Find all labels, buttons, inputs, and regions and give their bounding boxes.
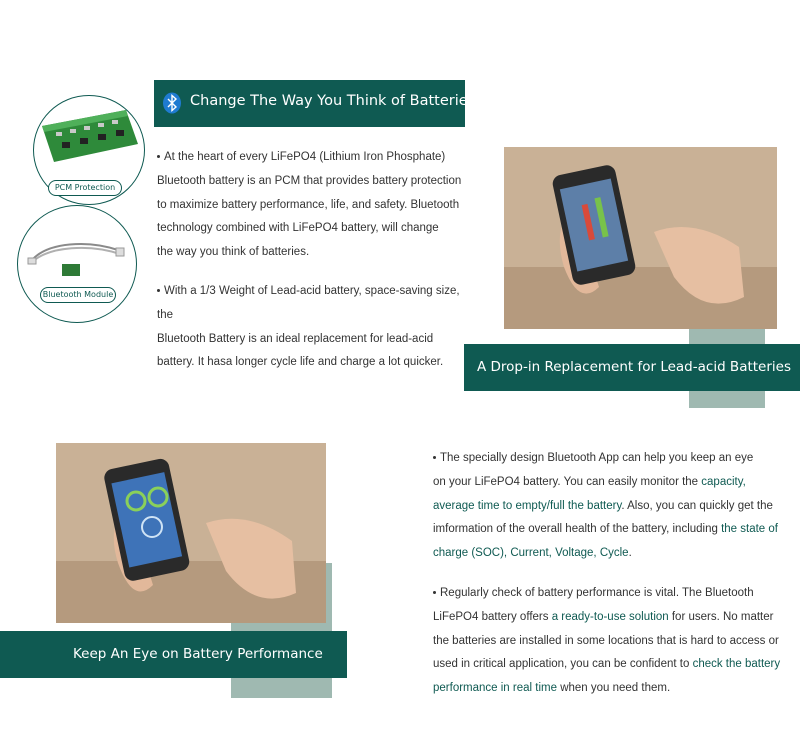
text-line: LiFePO4 battery offers a ready-to-use solution for users. No matter bbox=[433, 610, 774, 623]
drop-in-replacement-heading: A Drop-in Replacement for Lead-acid Batteries bbox=[477, 359, 792, 375]
page-title-banner bbox=[154, 80, 476, 127]
text-line: on your LiFePO4 battery. You can easily monitor the capacity, bbox=[433, 475, 746, 488]
text-line: Bluetooth Battery is an ideal replacement for lead-acid bbox=[157, 332, 434, 345]
bluetooth-module-illustration bbox=[18, 206, 136, 322]
text-line: the batteries are installed in some locations that is hard to access or bbox=[433, 634, 779, 647]
bullet-dot bbox=[433, 456, 436, 459]
text-line: Regularly check of battery performance is vital. The Bluetooth bbox=[433, 582, 793, 606]
phone-monitor-photo bbox=[56, 443, 326, 623]
app-paragraph-1 bbox=[433, 447, 793, 566]
bullet-dot bbox=[433, 591, 436, 594]
bluetooth-module-label: Bluetooth Module bbox=[40, 287, 116, 303]
bluetooth-module-circle bbox=[17, 205, 137, 323]
highlight-state-of: the state of bbox=[721, 523, 778, 536]
page-title: Change The Way You Think of Batteries bbox=[190, 93, 476, 109]
text-line: Bluetooth battery is an PCM that provides battery protection bbox=[157, 174, 462, 187]
highlight-check-battery: check the battery bbox=[692, 658, 781, 671]
text-line: battery. It hasa longer cycle life and charge a lot quicker. bbox=[157, 356, 444, 369]
phone-app-photo bbox=[504, 147, 777, 329]
bullet-dot bbox=[157, 155, 160, 158]
highlight-soc-metrics: charge (SOC), Current, Voltage, Cycle bbox=[433, 547, 629, 560]
text-line: charge (SOC), Current, Voltage, Cycle. bbox=[433, 547, 632, 560]
highlight-capacity: capacity, bbox=[701, 475, 746, 488]
text-line: average time to empty/full the battery. Also, you can quickly get the bbox=[433, 499, 773, 512]
text-line: used in critical application, you can be confident to check the battery bbox=[433, 658, 781, 671]
keep-an-eye-heading: Keep An Eye on Battery Performance bbox=[73, 646, 323, 662]
intro-paragraph-1 bbox=[157, 146, 477, 265]
highlight-ready-to-use: a ready-to-use solution bbox=[551, 610, 669, 623]
text-line: performance in real time when you need them. bbox=[433, 682, 671, 695]
text-line: The specially design Bluetooth App can help you keep an eye bbox=[433, 447, 793, 471]
text-line: to maximize battery performance, life, and safety. Bluetooth bbox=[157, 198, 460, 211]
text-line: With a 1/3 Weight of Lead-acid battery, space-saving size, the bbox=[157, 285, 460, 321]
intro-paragraph-2 bbox=[157, 280, 477, 375]
pcm-protection-label: PCM Protection bbox=[48, 180, 122, 196]
bullet-dot bbox=[157, 289, 160, 292]
app-paragraph-2 bbox=[433, 582, 793, 701]
bluetooth-icon bbox=[162, 92, 182, 114]
text-line: At the heart of every LiFePO4 (Lithium Iron Phosphate) bbox=[157, 146, 477, 170]
keep-an-eye-banner bbox=[0, 631, 347, 678]
text-line: technology combined with LiFePO4 battery, will change bbox=[157, 222, 439, 235]
highlight-real-time: performance in real time bbox=[433, 682, 557, 695]
highlight-time-to-empty: average time to empty/full the battery bbox=[433, 499, 622, 512]
drop-in-replacement-banner bbox=[464, 344, 800, 391]
text-line: imformation of the overall health of the battery, including the state of bbox=[433, 523, 778, 536]
text-line: the way you think of batteries. bbox=[157, 246, 310, 259]
